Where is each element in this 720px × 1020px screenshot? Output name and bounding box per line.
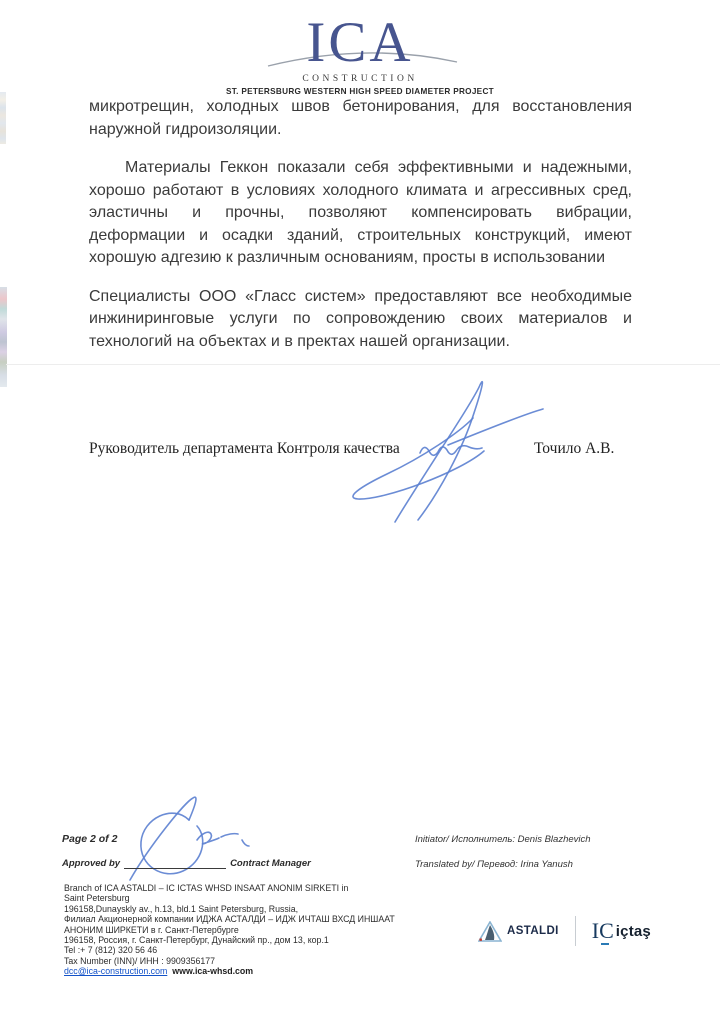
- translated-by-label: Translated by/ Перевод: Irina Yanush: [415, 859, 573, 870]
- signature-ink-approved: [115, 790, 260, 885]
- email-link[interactable]: dcc@ica-construction.com: [64, 966, 168, 977]
- ictas-small-mark-icon: [601, 943, 609, 945]
- page-number-label: Page 2 of 2: [62, 833, 118, 845]
- ictas-logo: [592, 920, 651, 942]
- logo-project-label: ST. PETERSBURG WESTERN HIGH SPEED DIAMETER PROJECT: [226, 87, 494, 96]
- approved-by-label: Approved by: [62, 858, 121, 869]
- signoff-role: Руководитель департамента Контроля качества: [89, 440, 400, 457]
- company-address-block: [64, 883, 395, 977]
- astaldi-logo: [478, 921, 559, 942]
- logo-divider: [575, 916, 576, 946]
- address-line: 196158,Dunayskly av., h.13, bld.1 Saint Petersburg, Russia,: [64, 903, 299, 914]
- website-label: www.ica-whsd.com: [172, 966, 254, 977]
- partner-logos: [478, 910, 651, 952]
- address-line: 196158, Россия, г. Санкт-Петербург, Дунайский пр., дом 13, кор.1: [64, 935, 329, 946]
- scan-artifact-stripe: [0, 287, 7, 387]
- astaldi-triangle-icon: [478, 921, 502, 942]
- contract-manager-label: Contract Manager: [230, 858, 311, 869]
- approved-by-row: [62, 856, 311, 869]
- address-line: Филиал Акционерной компании ИДЖА АСТАЛДИ – ИДЖ ИЧТАШ ВХСД ИНШААТ: [64, 914, 395, 925]
- ictas-name-label: içtaş: [615, 923, 651, 940]
- paragraph-3: Специалисты ООО «Гласс систем» предоставляют все необходимые инжиниринговые услуги по сопровождению своих материалов и технологий на объектах и в пректах нашей организации.: [89, 287, 632, 350]
- ictas-ic-letters: IC: [591, 918, 614, 943]
- logo-division-label: CONSTRUCTION: [302, 74, 418, 84]
- initiator-label: Initiator/ Исполнитель: Denis Blazhevich: [415, 834, 591, 845]
- address-line: Branch of ICA ASTALDI – IC ICTAS WHSD INSAAT ANONIM SIRKETI in: [64, 883, 349, 893]
- scan-artifact-stripe: [0, 92, 6, 144]
- address-line: АНОНИМ ШИРКЕТИ в г. Санкт-Петербурге: [64, 924, 239, 935]
- scan-page-edge-line: [6, 364, 720, 365]
- phone-line: Tel :+ 7 (812) 320 56 46: [64, 945, 158, 956]
- address-line: Saint Petersburg: [64, 893, 130, 904]
- contact-links-line: [64, 966, 395, 976]
- paragraph-2: Материалы Геккон показали себя эффективными и надежными, хорошо работают в условиях холодного климата и агрессивных сред, эластичны и прочны, позволяют компенсировать вибрации, деформации и осадки зданий, строительных конструкций, имеют хорошую адгезию к различным основаниям, просты в использовании: [89, 159, 632, 266]
- tax-number-line: Tax Number (INN)/ ИНН : 9909356177: [64, 955, 216, 966]
- company-logo: ICA: [306, 11, 414, 74]
- letter-body: [89, 96, 632, 353]
- signoff-name: Точило А.В.: [534, 440, 615, 457]
- signature-line: [124, 856, 226, 869]
- letterhead: [0, 0, 720, 96]
- paragraph-1: микротрещин, холодных швов бетонирования, для восстановления наружной гидроизоляции.: [89, 98, 632, 138]
- signature-ink-main: [325, 372, 570, 537]
- astaldi-label: ASTALDI: [507, 925, 559, 937]
